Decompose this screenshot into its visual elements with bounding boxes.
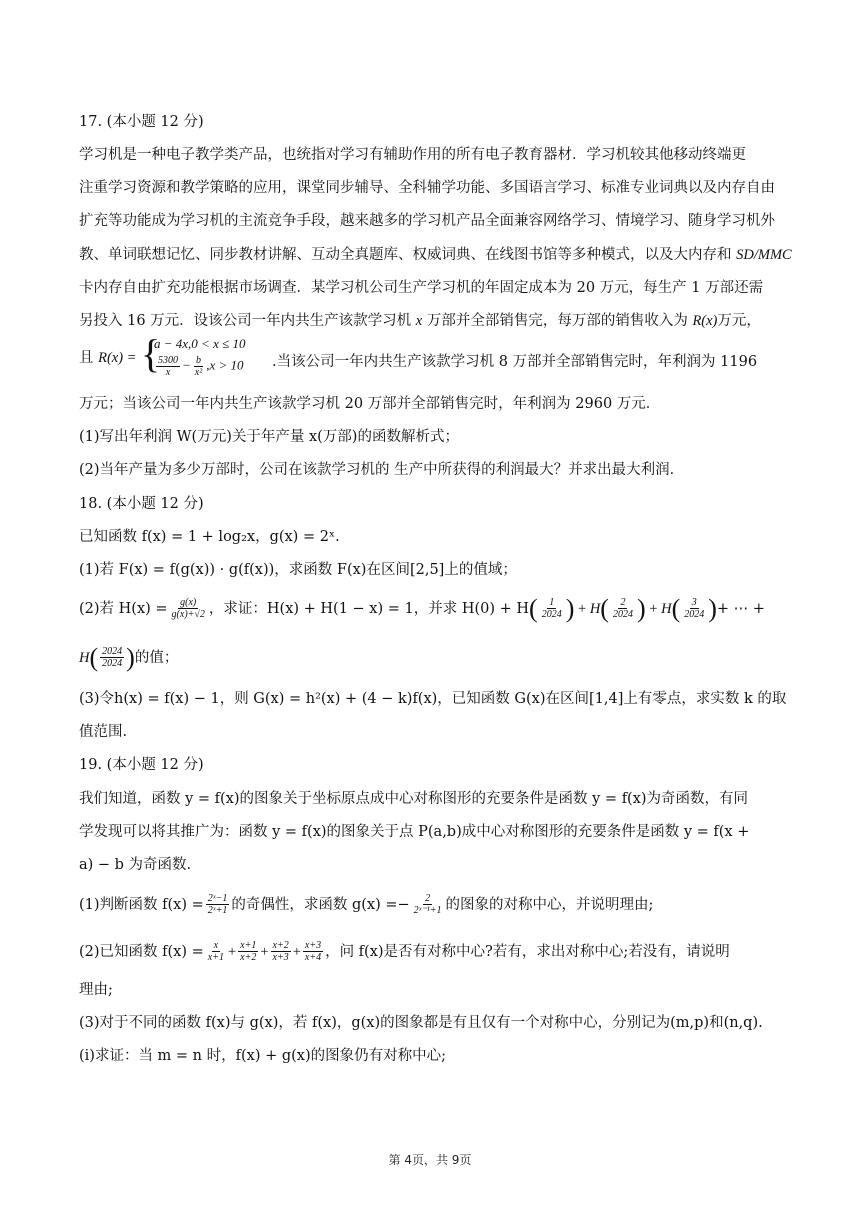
- q18-header: 18. (本小题 12 分): [79, 496, 204, 512]
- q18-p2-tail: + ⋯ +: [716, 600, 765, 617]
- right-paren: ): [126, 642, 135, 672]
- q18-frac-4: [100, 646, 124, 669]
- q18-part-3-cont: 值范围.: [79, 724, 128, 740]
- q17-line-5-a: 卡内存自由扩充功能根据市场调查．某学习机公司生产学习机的年固定成本为: [79, 280, 572, 296]
- q18-part-3: (3)令h(x) = f(x) − 1，则 G(x) = h²(x) + (4 − k)f(x)，已知函数 G(x)在区间[1,4]上有零点，求实数 k 的取: [79, 691, 787, 707]
- q17-case-2: $\frac{5300}{x}$ − $\frac{b}{\text{x²}}$ ,x > 10: [158, 355, 244, 378]
- left-paren: (: [671, 593, 681, 623]
- frac-num: 3: [691, 597, 697, 608]
- left-paren: (: [529, 593, 538, 623]
- plus-sign: + H: [645, 600, 672, 617]
- q17-var-x: x: [415, 313, 423, 329]
- plus-sign: +: [260, 943, 269, 960]
- frac-den: x+2: [240, 952, 257, 963]
- q19-p1-c: 的图象的对称中心，并说明理由;: [445, 896, 654, 913]
- q19-frac-g: [412, 893, 444, 916]
- piecewise-brace: {: [141, 331, 161, 376]
- q17-frac-b-x2: [193, 355, 204, 378]
- q19-term-1: [206, 940, 226, 963]
- q18-frac-H: [170, 597, 207, 620]
- plus-sign: + H: [574, 600, 601, 617]
- frac-num: 2: [620, 597, 626, 608]
- q19-part-1: [79, 893, 653, 916]
- q17-part-1: (1)写出年利润 W(万元)关于年产量 x(万部)的函数解析式；: [79, 429, 459, 445]
- q17-frac-5300-x: [156, 355, 180, 378]
- frac-num: 2024: [102, 646, 123, 657]
- frac-den: 2ˣ⁻¹+1: [413, 905, 442, 916]
- page-footer: 第 4页，共 9页: [388, 1153, 472, 1167]
- q18-frac-1: [540, 597, 564, 620]
- frac-den: x²: [194, 367, 203, 378]
- frac-den: x+3: [272, 952, 289, 963]
- q19-line-1: 我们知道，函数 y = f(x)的图象关于坐标原点成中心对称图形的充要条件是函数 y = f(x)为奇函数，有同: [79, 791, 749, 807]
- q17-var-Rx: R(x): [692, 313, 718, 329]
- q17-line-5-b: 20 万元，每生产 1 万部还需: [572, 280, 764, 296]
- q19-part-2-cont: 理由;: [79, 982, 113, 998]
- frac-num: 2ˣ−1: [207, 893, 228, 904]
- frac-den: x: [165, 367, 171, 378]
- q17-sdmmc: SD/MMC: [736, 247, 792, 263]
- q17-header: 17. (本小题 12 分): [79, 114, 204, 130]
- q17-case-1: a − 4x,0 < x ≤ 10: [154, 336, 246, 351]
- q17-line-2: 注重学习资源和教学策略的应用，课堂同步辅导、全科辅学功能、多国语言学习、标准专业词典以及内存自由: [79, 180, 775, 196]
- q19-part-3-i: (ⅰ)求证：当 m = n 时，f(x) + g(x)的图象仍有对称中心;: [79, 1048, 447, 1064]
- q17-part-2: (2)当年产量为多少万部时，公司在该款学习机的 生产中所获得的利润最大？并求出最大利润．: [79, 462, 685, 478]
- q17-line-6: [79, 311, 761, 331]
- q19-frac-f: [206, 893, 230, 916]
- q19-line-2: 学发现可以将其推广为：函数 y = f(x)的图象关于点 P(a,b)成中心对称图形的充要条件是函数 y = f(x +: [79, 824, 750, 840]
- H-symbol: H: [79, 649, 90, 666]
- q18-part-2: [79, 593, 765, 623]
- frac-den: x+4: [304, 952, 322, 963]
- frac-num: 2: [425, 893, 431, 904]
- q17-Rx-eq: R(x) =: [98, 350, 137, 366]
- q19-term-3: [271, 940, 291, 963]
- q18-p2-end: 的值；: [134, 649, 179, 666]
- q18-p2-b: ，求证：H(x) + H(1 − x) = 1，并求 H(0) + H: [208, 600, 530, 617]
- frac-den: 2024: [102, 658, 123, 669]
- frac-num: 5300: [158, 355, 178, 366]
- right-paren: ): [708, 593, 717, 623]
- frac-num: b: [196, 355, 201, 366]
- q17-piecewise-lead: [79, 348, 136, 368]
- frac-den: x+1: [207, 952, 224, 963]
- q17-line-5: [79, 278, 763, 298]
- q19-p2-a: (2)已知函数 f(x) =: [79, 943, 204, 960]
- q19-part-2: [79, 940, 730, 963]
- q18-part-1: (1)若 F(x) = f(g(x)) · g(f(x))，求函数 F(x)在区间[2,5]上的值域；: [79, 562, 517, 578]
- q18-part-2-cont: [79, 642, 179, 672]
- q17-line-4: [79, 245, 792, 265]
- q18-frac-3: [682, 597, 706, 620]
- q19-p2-b: ，问 f(x)是否有对称中心?若有，求出对称中心;若没有，请说明: [325, 943, 730, 960]
- frac-den: 2024: [612, 609, 633, 620]
- q18-line-1: 已知函数 f(x) = 1 + log₂x，g(x) = 2ˣ.: [79, 529, 340, 545]
- frac-den: 2024: [541, 609, 562, 620]
- q18-p2-a: (2)若 H(x) =: [79, 600, 168, 617]
- frac-den: 2ˣ+1: [207, 905, 228, 916]
- frac-den: 2024: [684, 609, 705, 620]
- q17-line-8: 万元；当该公司一年内共生产该款学习机 20 万部并全部销售完时，年利润为 2960 万元．: [79, 396, 661, 412]
- frac-num: x: [213, 940, 219, 951]
- left-paren: (: [89, 642, 99, 672]
- q17-case-2-tail: ,x > 10: [206, 357, 244, 373]
- q17-line-1: 学习机是一种电子教学类产品，也统指对学习有辅助作用的所有电子教育器材．学习机较其他移动终端更: [79, 147, 746, 163]
- q19-term-2: [238, 940, 258, 963]
- q19-header: 19. (本小题 12 分): [79, 757, 204, 773]
- q17-line-7-c: .当该公司一年内共生产该款学习机 8 万部并全部销售完时，年利润为 1196: [272, 354, 758, 370]
- right-paren: ): [565, 593, 575, 623]
- q18-frac-2: [611, 597, 635, 620]
- q17-line-7-a: 且: [79, 350, 99, 366]
- frac-num: 1: [549, 597, 555, 608]
- q17-line-6-e: 万元，: [717, 313, 761, 329]
- q19-p1-a: (1)判断函数 f(x) =: [79, 896, 204, 913]
- right-paren: ): [636, 593, 646, 623]
- frac-den: g(x)+√2: [171, 609, 205, 620]
- frac-num: g(x): [180, 597, 197, 608]
- q17-line-3: 扩充等功能成为学习机的主流竞争手段，越来越多的学习机产品全面兼容网络学习、情境学习、随身学习机外: [79, 213, 775, 229]
- q17-line-6-a: 另投入 16 万元．设该公司一年内共生产该款学习机: [79, 313, 416, 329]
- plus-sign: +: [292, 943, 301, 960]
- q17-line-6-c: 万部并全部销售完，每万部的销售收入为: [422, 313, 693, 329]
- frac-num: x+1: [240, 940, 257, 951]
- q19-line-3: a) − b 为奇函数.: [79, 857, 192, 873]
- left-paren: (: [600, 593, 609, 623]
- q19-p1-b: 的奇偶性，求函数 g(x) =−: [231, 896, 410, 913]
- frac-num: x+3: [304, 940, 322, 951]
- frac-num: x+2: [272, 940, 289, 951]
- q19-part-3: (3)对于不同的函数 f(x)与 g(x)，若 f(x)，g(x)的图象都是有且仅有一个对称中心，分别记为(m,p)和(n,q).: [79, 1015, 763, 1031]
- q17-line-4-text: 教、单词联想记忆、同步教材讲解、互动全真题库、权威词典、在线图书馆等多种模式，以及大内存和: [79, 247, 732, 263]
- q19-term-4: [303, 940, 323, 963]
- plus-sign: +: [227, 943, 237, 960]
